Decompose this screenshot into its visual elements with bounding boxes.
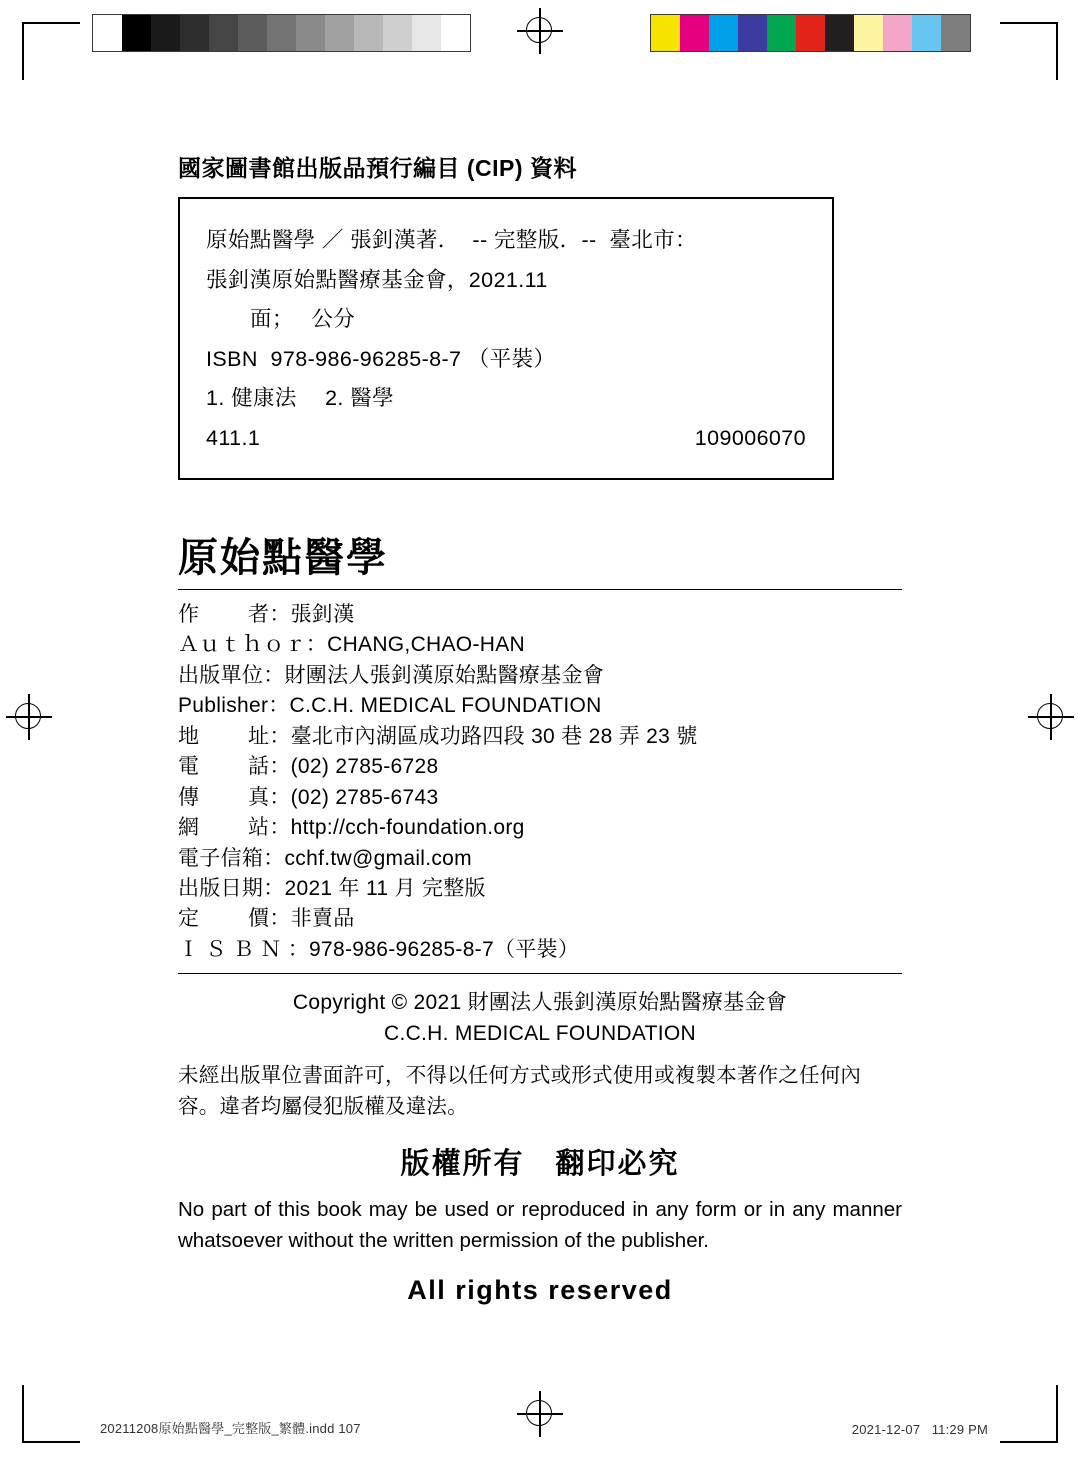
colophon-page xyxy=(178,150,902,1306)
gray-swatch-2 xyxy=(151,15,180,51)
grayscale-calibration-strip xyxy=(92,14,471,52)
gray-swatch-3 xyxy=(180,15,209,51)
detail-address: 地 址：臺北市內湖區成功路四段 30 巷 28 弄 23 號 xyxy=(178,724,698,748)
cip-line-2: 張釗漢原始點醫療基金會，2021.11 xyxy=(206,267,548,292)
color-swatch-4 xyxy=(767,15,796,51)
copyright-notice-en: No part of this book may be used or reproduced in any form or in any manner whatsoever without the written permission of the publisher. xyxy=(178,1197,902,1253)
gray-swatch-4 xyxy=(209,15,238,51)
copyright-line-en: C.C.H. MEDICAL FOUNDATION xyxy=(383,1021,696,1045)
publication-details xyxy=(178,590,902,973)
cip-line-numbers xyxy=(206,419,806,459)
copyright-headline-en: All rights reserved xyxy=(407,1275,673,1306)
color-calibration-strip xyxy=(650,14,971,52)
copyright-block xyxy=(178,988,902,1049)
color-swatch-7 xyxy=(854,15,883,51)
gray-swatch-0 xyxy=(93,15,122,51)
copyright-headline-zh: 版權所有 翻印必究 xyxy=(400,1147,680,1180)
cip-heading: 國家圖書館出版品預行編目 (CIP) 資料 xyxy=(178,155,577,181)
registration-mark-bottom xyxy=(517,1391,563,1437)
color-swatch-1 xyxy=(680,15,709,51)
cip-box xyxy=(178,197,834,480)
color-swatch-9 xyxy=(912,15,941,51)
detail-publisher-en: Publisher：C.C.H. MEDICAL FOUNDATION xyxy=(178,694,602,718)
detail-website: 網 站：http://cch-foundation.org xyxy=(178,816,525,840)
cip-class-number: 411.1 xyxy=(206,425,261,450)
cip-line-subjects: 1. 健康法 2. 醫學 xyxy=(206,386,394,410)
crop-mark-top-left xyxy=(22,22,80,80)
divider-bottom xyxy=(178,973,902,974)
gray-swatch-5 xyxy=(238,15,267,51)
detail-price: 定 價：非賣品 xyxy=(178,907,355,931)
gray-swatch-12 xyxy=(441,15,470,51)
footer-file-info: 20211208原始點醫學_完整版_繁體.indd 107 xyxy=(100,1421,361,1436)
registration-mark-top xyxy=(517,8,563,54)
cip-line-isbn: ISBN 978-986-96285-8-7 （平裝） xyxy=(206,346,556,371)
book-title: 原始點醫學 xyxy=(178,536,388,580)
cip-record-number: 109006070 xyxy=(694,425,806,450)
cip-line-3: 面； 公分 xyxy=(250,307,356,331)
copyright-notice-zh: 未經出版單位書面許可，不得以任何方式或形式使用或複製本著作之任何內容。違者均屬侵犯版權及違法。 xyxy=(178,1064,862,1118)
gray-swatch-7 xyxy=(296,15,325,51)
detail-author-zh: 作 者：張釗漢 xyxy=(178,603,355,626)
gray-swatch-11 xyxy=(412,15,441,51)
color-swatch-5 xyxy=(796,15,825,51)
detail-author-en: Ａｕｔｈｏｒ：CHANG,CHAO-HAN xyxy=(178,633,525,657)
color-swatch-10 xyxy=(941,15,970,51)
crop-mark-bottom-left xyxy=(22,1385,80,1443)
footer-timestamp: 2021-12-07 11:29 PM xyxy=(851,1422,988,1437)
detail-isbn: Ｉ Ｓ Ｂ Ｎ ：978-986-96285-8-7（平裝） xyxy=(178,937,580,961)
color-swatch-8 xyxy=(883,15,912,51)
detail-phone: 電 話：(02) 2785-6728 xyxy=(178,755,439,779)
cip-line-1: 原始點醫學 ／ 張釗漢著． -- 完整版．-- 臺北市： xyxy=(206,228,697,252)
registration-mark-left xyxy=(6,694,52,740)
color-swatch-0 xyxy=(651,15,680,51)
registration-mark-right xyxy=(1028,694,1074,740)
gray-swatch-1 xyxy=(122,15,151,51)
detail-fax: 傳 真：(02) 2785-6743 xyxy=(178,785,439,809)
gray-swatch-6 xyxy=(267,15,296,51)
detail-publication-date: 出版日期：2021 年 11 月 完整版 xyxy=(178,876,486,900)
crop-mark-top-right xyxy=(1000,22,1058,80)
detail-publisher-zh: 出版單位：財團法人張釗漢原始點醫療基金會 xyxy=(178,663,604,687)
gray-swatch-8 xyxy=(325,15,354,51)
gray-swatch-10 xyxy=(383,15,412,51)
color-swatch-6 xyxy=(825,15,854,51)
gray-swatch-9 xyxy=(354,15,383,51)
crop-mark-bottom-right xyxy=(1000,1385,1058,1443)
color-swatch-3 xyxy=(738,15,767,51)
color-swatch-2 xyxy=(709,15,738,51)
copyright-line-zh: Copyright © 2021 財團法人張釗漢原始點醫療基金會 xyxy=(292,991,788,1015)
detail-email: 電子信箱：cchf.tw@gmail.com xyxy=(178,846,472,870)
